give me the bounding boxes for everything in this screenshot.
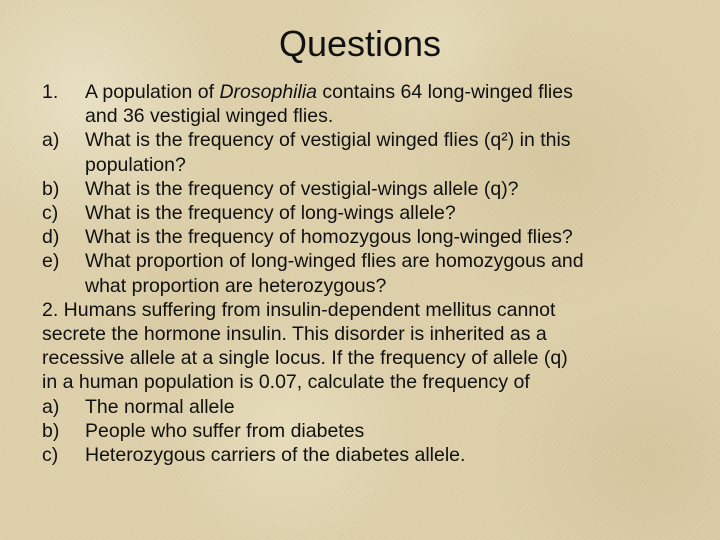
question-2-part-b xyxy=(42,419,692,443)
part-text: Heterozygous carriers of the diabetes allele. xyxy=(85,444,466,467)
question-2-line: 2. Humans suffering from insulin-dependent mellitus cannot xyxy=(42,298,556,321)
slide-content xyxy=(42,80,692,467)
part-marker: c) xyxy=(42,444,59,467)
question-2-line: recessive allele at a single locus. If the frequency of allele (q) xyxy=(42,347,568,370)
question-1-part-a-continued: population? xyxy=(85,153,186,176)
question-1-intro-continued: and 36 vestigial winged flies. xyxy=(85,105,334,128)
question-1-intro-before: A population of xyxy=(85,81,220,103)
question-1-part-e-continued: what proportion are heterozygous? xyxy=(85,274,387,297)
question-1-part-c xyxy=(42,201,692,225)
part-text: What is the frequency of long-wings allele? xyxy=(85,202,456,225)
question-1 xyxy=(42,80,692,104)
question-2-line: secrete the hormone insulin. This disorder is inherited as a xyxy=(42,323,547,346)
part-text: What is the frequency of vestigial winged flies (q²) in this xyxy=(85,129,571,152)
part-text: What is the frequency of vestigial-wings allele (q)? xyxy=(85,177,519,200)
part-marker: b) xyxy=(42,419,60,442)
part-marker: e) xyxy=(42,250,60,273)
question-2-part-c xyxy=(42,443,692,467)
question-1-species: Drosophilia xyxy=(219,81,318,103)
question-1-intro-after: contains 64 long-winged flies xyxy=(317,81,573,103)
part-text: What proportion of long-winged flies are homozygous and xyxy=(85,250,584,273)
question-1-part-b xyxy=(42,177,692,201)
question-1-part-e xyxy=(42,249,692,273)
slide-title: Questions xyxy=(278,23,442,64)
part-text: What is the frequency of homozygous long-winged flies? xyxy=(85,226,573,249)
question-1-part-d xyxy=(42,225,692,249)
part-marker: a) xyxy=(42,129,60,152)
part-marker: c) xyxy=(42,202,59,225)
part-text: People who suffer from diabetes xyxy=(85,419,365,442)
part-marker: a) xyxy=(42,395,60,418)
question-2-part-a xyxy=(42,395,692,419)
part-text: The normal allele xyxy=(85,395,235,418)
part-marker: b) xyxy=(42,177,60,200)
question-1-number: 1. xyxy=(42,81,59,103)
question-2-line: in a human population is 0.07, calculate the frequency of xyxy=(42,371,530,394)
question-1-part-a xyxy=(42,128,692,152)
part-marker: d) xyxy=(42,226,60,249)
